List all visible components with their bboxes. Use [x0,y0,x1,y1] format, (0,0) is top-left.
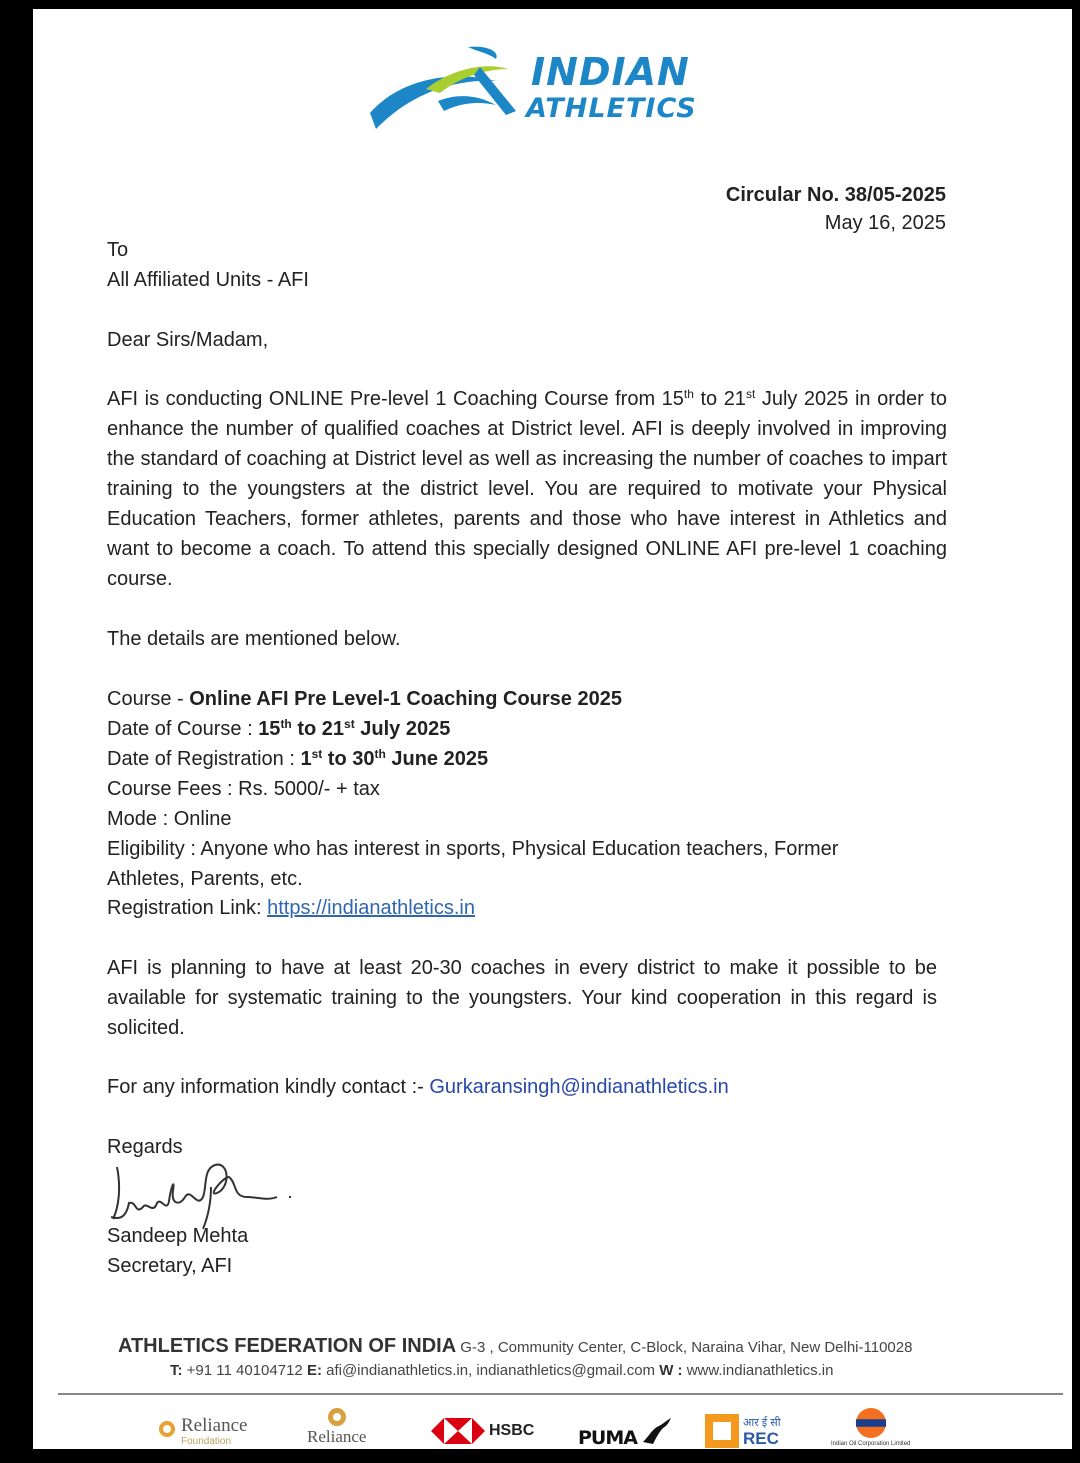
footer-contacts: T: +91 11 40104712 E: afi@indianathletics.in, indianathletics@gmail.com W : www.indianathletics.in [170,1362,834,1379]
detail-mode: Mode : Online [107,808,232,830]
sponsor-hsbc: HSBC [431,1411,534,1449]
circular-number: Circular No. 38/05-2025 [725,184,946,206]
footer-address: ATHLETICS FEDERATION OF INDIA G-3 , Community Center, C-Block, Naraina Vihar, New Delhi-110028 [118,1335,913,1357]
detail-eligibility-line2: Athletes, Parents, etc. [107,868,303,890]
reliance-icon [326,1407,348,1427]
detail-eligibility-line1: Eligibility : Anyone who has interest in sports, Physical Education teachers, Former [107,838,839,860]
sponsor-reliance: Reliance [307,1407,366,1447]
puma-cat-icon [641,1416,673,1446]
details-intro: The details are mentioned below. [107,628,401,650]
hsbc-hexagon-icon [431,1418,485,1444]
sponsor-indian-oil: Indian Oil Corporation Limited [831,1407,910,1447]
contact-line: For any information kindly contact :- Gurkaransingh@indianathletics.in [107,1076,729,1098]
logo-text-athletics: ATHLETICS [526,93,697,124]
detail-course: Course - Online AFI Pre Level-1 Coaching Course 2025 [107,688,622,710]
sponsor-rec: आर ई सी REC [705,1411,781,1449]
sponsor-reliance-foundation: Reliance Foundation [157,1411,247,1449]
detail-course-date: Date of Course : 15th to 21st July 2025 [107,717,451,740]
circular-letter [33,9,1072,1449]
indian-athletics-logo [368,41,708,133]
indian-oil-icon [851,1407,891,1439]
registration-link[interactable]: https://indianathletics.in [267,897,475,919]
logo-text-indian: INDIAN [531,50,690,94]
planning-paragraph: AFI is planning to have at least 20-30 coaches in every district to make it possible to be available for systematic training to the youngsters. Your kind cooperation in this regard is solicited. [107,957,937,1039]
sponsor-puma: PUMA [578,1411,673,1449]
circular-date: May 16, 2025 [824,212,946,234]
intro-paragraph: AFI is conducting ONLINE Pre-level 1 Coaching Course from 15th to 21st July 2025 in order to enhance the number of qualified coaches at District level. AFI is deeply involved in improving the standard of coaching at District level as well as increasing the number of coaches to impart training to the youngsters at the district level. You are required to motivate your Physical Education Teachers, former athletes, parents and those who have interest in Athletics and want to become a coach. To attend this specially designed ONLINE AFI pre-level 1 coaching course. [107,387,947,590]
reliance-foundation-icon [157,1419,177,1443]
athlete-swoosh-icon [368,41,528,133]
footer-org-name: ATHLETICS FEDERATION OF INDIA [118,1335,457,1357]
rec-icon [705,1414,739,1448]
signatory-name: Sandeep Mehta [107,1225,249,1247]
footer-divider [58,1393,1063,1395]
regards: Regards [107,1136,183,1158]
detail-registration-link: Registration Link: https://indianathletics.in [107,897,475,919]
salutation: Dear Sirs/Madam, [107,329,269,351]
addressee-units: All Affiliated Units - AFI [107,269,309,291]
contact-email-link[interactable]: Gurkaransingh@indianathletics.in [429,1076,729,1098]
signatory-title: Secretary, AFI [107,1255,233,1277]
addressee-to: To [107,239,129,261]
circular-header [726,181,946,237]
detail-fees: Course Fees : Rs. 5000/- + tax [107,778,380,800]
detail-registration-date: Date of Registration : 1st to 30th June 2025 [107,747,489,770]
